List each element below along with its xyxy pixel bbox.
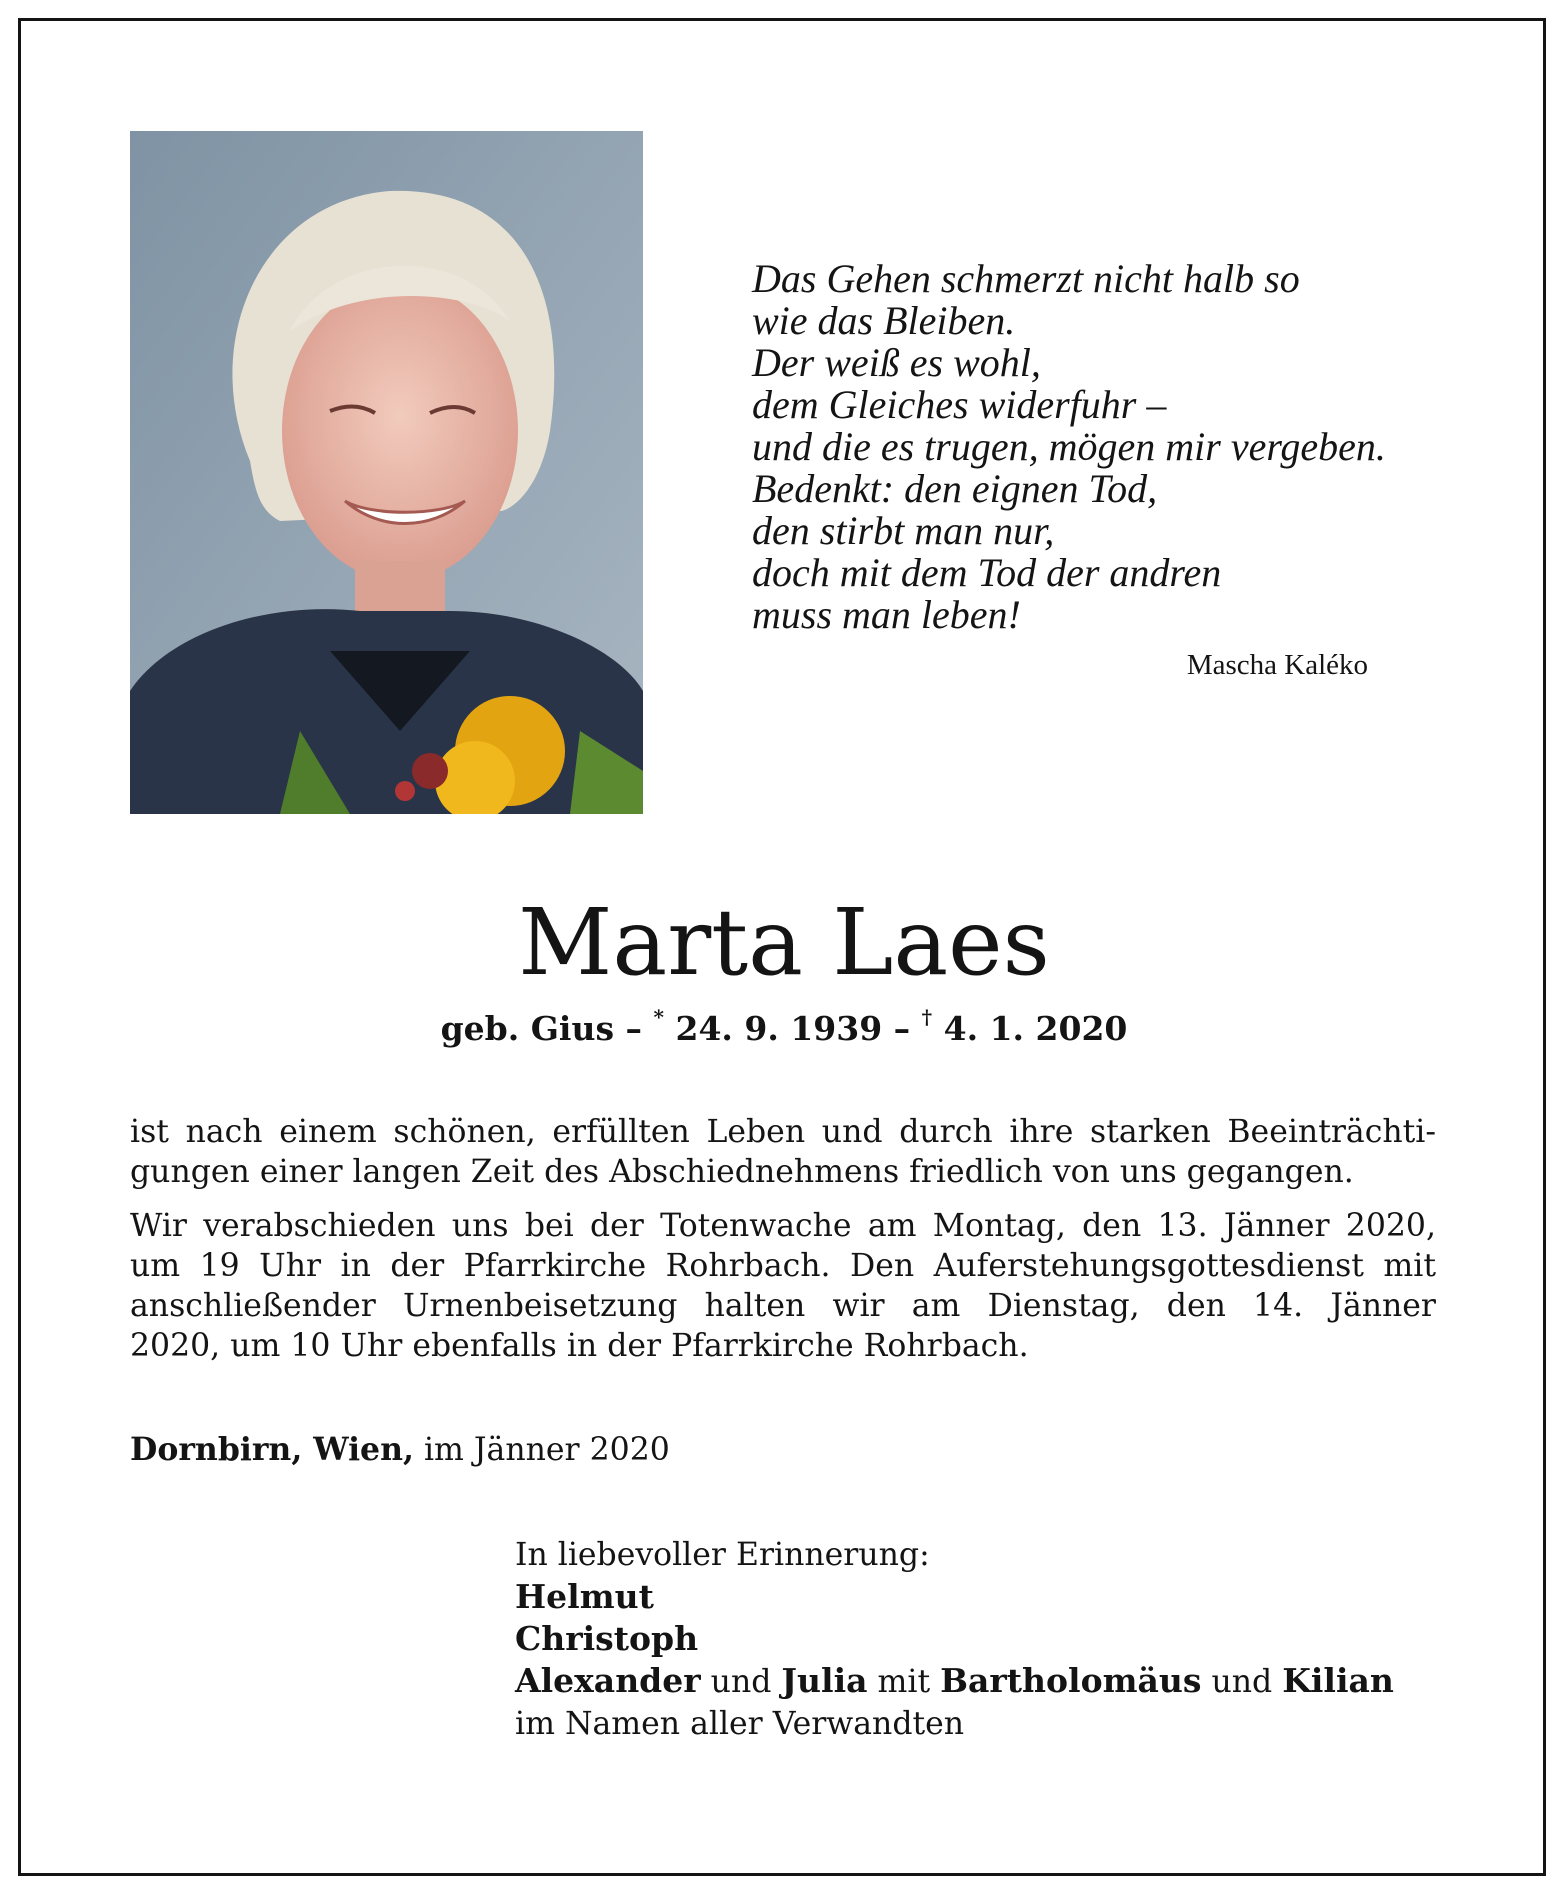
poem-line: und die es trugen, mögen mir vergeben.: [752, 424, 1386, 469]
poem-line: den stirbt man nur,: [752, 508, 1055, 553]
mourner-name: Bartholomäus: [940, 1661, 1202, 1700]
poem-line: Der weiß es wohl,: [752, 340, 1041, 385]
poem: [752, 258, 1392, 636]
text-line: um 19 Uhr in der Pfarrkirche Rohrbach. Den Auferstehungsgottesdienst mit: [130, 1248, 1436, 1284]
poem-line: wie das Bleiben.: [752, 298, 1016, 343]
text-line: gungen einer langen Zeit des Abschiednehmens friedlich von uns gegangen.: [130, 1154, 1354, 1190]
text-line: 2020, um 10 Uhr ebenfalls in der Pfarrkirche Rohrbach.: [130, 1328, 1029, 1364]
mourner-line: [515, 1660, 1394, 1703]
poem-line: doch mit dem Tod der andren: [752, 550, 1222, 595]
poem-line: Das Gehen schmerzt nicht halb so: [752, 256, 1300, 301]
mourner-name: Christoph: [515, 1619, 699, 1658]
text-line: Wir verabschieden uns bei der Totenwache am Montag, den 13. Jänner 2020,: [130, 1208, 1436, 1244]
portrait-photo-icon: [130, 131, 643, 814]
death-date: 4. 1. 2020: [943, 1009, 1128, 1048]
signature-closing: im Namen aller Verwandten: [515, 1706, 965, 1742]
poem-line: muss man leben!: [752, 592, 1021, 637]
poem-line: dem Gleiches widerfuhr –: [752, 382, 1167, 427]
signature-block: [515, 1534, 1394, 1745]
mourner-name: Helmut: [515, 1577, 654, 1616]
mourner-name: Alexander: [515, 1661, 701, 1700]
connector: und: [700, 1664, 782, 1700]
date-text: im Jänner 2020: [413, 1432, 670, 1468]
place-names: Dornbirn, Wien,: [130, 1431, 414, 1468]
mourner-name: Julia: [781, 1661, 868, 1700]
text-line: ist nach einem schönen, erfüllten Leben und durch ihre starken Beeinträchti-: [130, 1114, 1436, 1150]
connector: mit: [867, 1664, 941, 1700]
death-symbol: †: [921, 1005, 933, 1029]
poem-line: Bedenkt: den eignen Tod,: [752, 466, 1158, 511]
place-date: [130, 1430, 670, 1470]
paragraph-ceremony: [130, 1206, 1436, 1366]
maiden-name: geb. Gius –: [440, 1009, 643, 1048]
text-line: anschließender Urnenbeisetzung halten wir am Dienstag, den 14. Jänner: [130, 1288, 1436, 1324]
paragraph-passing: [130, 1112, 1436, 1192]
mourner-name: Kilian: [1282, 1661, 1394, 1700]
life-dates: [0, 1007, 1568, 1051]
poem-author: Mascha Kaléko: [1186, 649, 1368, 681]
birth-symbol: *: [653, 1005, 664, 1029]
connector: und: [1201, 1664, 1283, 1700]
deceased-name: Marta Laes: [518, 889, 1050, 996]
signature-intro: In liebevoller Erinnerung:: [515, 1537, 930, 1573]
portrait-photo: [130, 131, 643, 814]
birth-date: 24. 9. 1939 –: [675, 1009, 911, 1048]
